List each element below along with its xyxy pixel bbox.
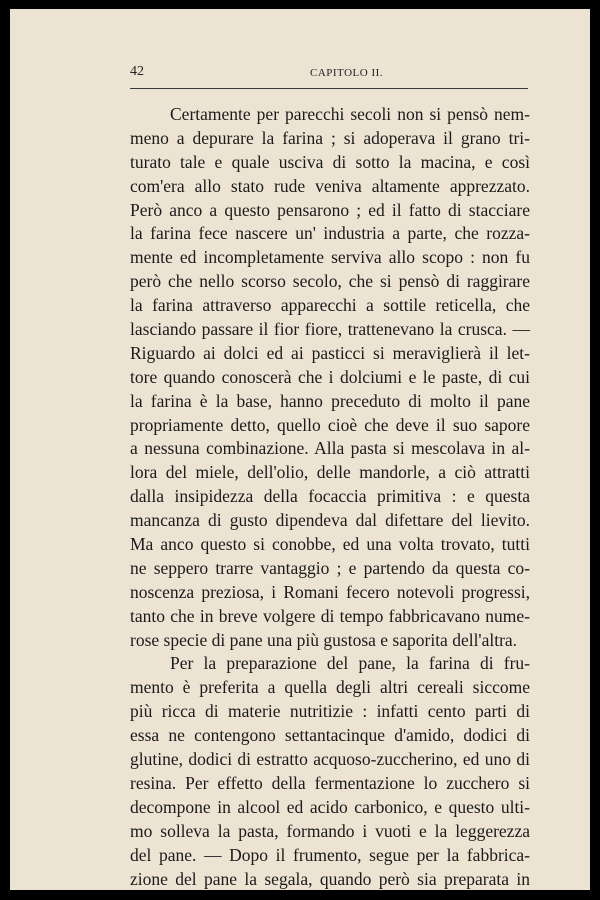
text-line: la farina attraverso apparecchi a sottile reticella, che: [130, 295, 530, 316]
text-line: mente ed incompletamente serviva allo scopo : non fu: [130, 247, 530, 268]
text-line: tore quando conoscerà che i dolciumi e le paste, di cui: [130, 366, 530, 387]
text-line: a nessuna combinazione. Alla pasta si mescolava in al-: [130, 438, 530, 459]
text-line: più ricca di materie nutritizie : infatti cento parti di: [130, 701, 530, 722]
text-line: zione del pane la segala, quando però sia preparata in: [130, 868, 530, 889]
body-text: [130, 102, 530, 890]
text-line: mancanza di gusto dipendeva dal difettare del lievito.: [130, 510, 530, 531]
text-line: Ma anco questo si conobbe, ed una volta trovato, tutti: [130, 534, 530, 555]
text-line: mento è preferita a quella degli altri cereali siccome: [130, 677, 530, 698]
text-line: Riguardo ai dolci ed ai pasticci si meraviglierà il let-: [130, 342, 530, 363]
text-line: meno a depurare la farina ; si adoperava il grano tri-: [130, 127, 530, 148]
text-line: Certamente per parecchi secoli non si pensò nem-: [170, 104, 530, 124]
text-line: lora del miele, dell'olio, delle mandorle, a ciò attratti: [130, 462, 530, 483]
text-line: noscenza preziosa, i Romani fecero notevoli progressi,: [130, 581, 530, 602]
page-number: 42: [130, 64, 144, 79]
page-header: [130, 64, 530, 80]
text-line: turato tale e quale usciva di sotto la macina, e così: [130, 151, 530, 172]
text-line: glutine, dodici di estratto acquoso-zuccherino, ed uno di: [130, 749, 530, 770]
text-line: lasciando passare il fior fiore, trattenevano la crusca. —: [130, 319, 530, 340]
text-line: dalla insipidezza della focaccia primitiva : e questa: [130, 486, 530, 507]
text-line: rose specie di pane una più gustosa e saporita dell'altra.: [130, 629, 518, 650]
text-line: tanto che in breve volgere di tempo fabbricavano nume-: [130, 605, 530, 626]
text-line: Per la preparazione del pane, la farina di fru-: [170, 653, 530, 674]
text-line: Però anco a questo pensarono ; ed il fatto di stacciare: [130, 199, 530, 220]
running-title: CAPITOLO II.: [310, 67, 384, 79]
text-line: com'era allo stato rude veniva altamente apprezzato.: [130, 175, 530, 196]
text-line: la farina è la base, hanno preceduto di molto il pane: [130, 390, 530, 411]
text-line: propriamente detto, quello cioè che deve il suo sapore: [130, 414, 530, 435]
text-line: però che nello scorso secolo, che si pensò di raggirare: [130, 271, 530, 292]
text-line: essa ne contengono settantacinque d'amido, dodici di: [130, 725, 530, 746]
text-line: resina. Per effetto della fermentazione lo zucchero si: [130, 772, 530, 793]
text-line: del pane. — Dopo il frumento, segue per la fabbrica-: [130, 844, 530, 865]
header-rule: [130, 88, 528, 89]
text-line: ne seppero trarre vantaggio ; e partendo da questa co-: [130, 557, 530, 578]
text-line: decompone in alcool ed acido carbonico, e questo ulti-: [130, 796, 530, 817]
text-line: la farina fece nascere un' industria a parte, che rozza-: [130, 223, 530, 244]
text-line: mo solleva la pasta, formando i vuoti e la leggerezza: [130, 820, 530, 841]
